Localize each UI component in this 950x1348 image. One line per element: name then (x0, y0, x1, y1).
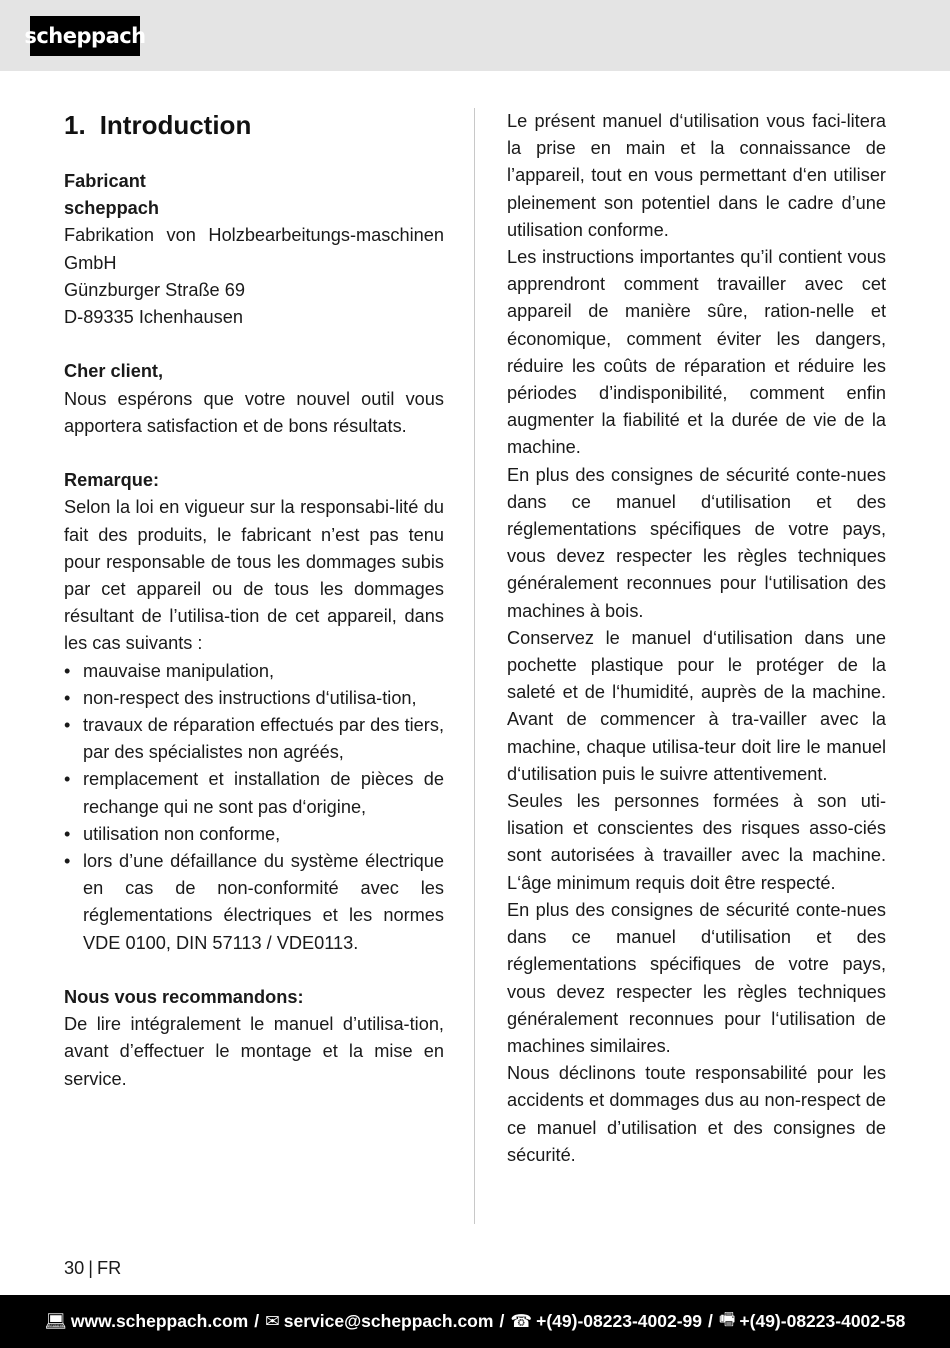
paragraph: Les instructions importantes qu’il contient vous apprendront comment travailler avec cet appareil de manière sûre, ration-nelle et économique, comment éviter les dangers, réduire les coûts de réparation et réduire les périodes d’indisponibilité, comment enfin augmenter la fiabilité et la durée de vie de la machine. (507, 247, 886, 458)
remark-heading: Remarque: (64, 470, 160, 491)
computer-icon: 💻︎ (44, 1311, 67, 1331)
list-item: • mauvaise manipulation, (64, 658, 444, 685)
remark-block (64, 467, 444, 957)
footer-separator: / (499, 1311, 505, 1331)
column-divider (474, 108, 475, 1224)
telephone-icon: ☎︎ (510, 1311, 533, 1331)
page-separator: | (88, 1258, 93, 1278)
paragraph: En plus des consignes de sécurité conte-nues dans ce manuel d‘utilisation et des réglementations spécifiques de votre pays, vous devez respecter les règles techniques généralement reconnues pour l‘utilisation de machines similaires. (507, 899, 886, 1056)
footer-separator: / (708, 1311, 713, 1331)
paragraph: Nous déclinons toute responsabilité pour les accidents et dommages dus au non-respect de ce manuel d’utilisation et des consignes de sécurité. (507, 1063, 886, 1165)
header-band (0, 0, 950, 71)
section-number: 1. (64, 110, 86, 140)
right-column (507, 108, 886, 1169)
remark-list (64, 658, 444, 957)
remark-text: Selon la loi en vigueur sur la responsabi-lité du fait des produits, le fabricant n’est pas tenu pour responsable de tous les dommages subis par cet appareil ou de tous les dommages résultant de l’utilisa-tion de cet appareil, dans les cas suivants : (64, 497, 444, 654)
page-number-value: 30 (64, 1258, 85, 1278)
left-column (64, 108, 444, 1093)
list-item: • lors d’une défaillance du système électrique en cas de non-conformité avec les réglementations électriques et les normes VDE 0100, DIN 57113 / VDE0113. (64, 848, 444, 957)
recommend-text: De lire intégralement le manuel d’utilisa-tion, avant d’effectuer le montage et la mise en service. (64, 1014, 444, 1089)
recommend-block (64, 984, 444, 1093)
footer-website[interactable]: www.scheppach.com (70, 1311, 249, 1331)
manufacturer-line3: D-89335 Ichenhausen (64, 307, 243, 328)
paragraph: Seules les personnes formées à son uti-lisation et conscientes des risques asso-ciés sont autorisées à travailler avec la machine. L‘âge minimum requis doit être respecté. (507, 791, 886, 893)
greeting-text: Nous espérons que votre nouvel outil vous apportera satisfaction et de bons résultats. (64, 388, 444, 436)
paragraph: Conservez le manuel d‘utilisation dans une pochette plastique pour le protéger de la saleté et de l‘humidité, auprès de la machine. Avant de commencer à tra-vailler avec la machine, chaque utilisa-teur doit lire le manuel d‘utilisation puis le suivre attentivement. (507, 627, 886, 784)
list-item: • travaux de réparation effectués par des tiers, par des spécialistes non agréés, (64, 712, 444, 766)
footer-bar (0, 1295, 950, 1348)
paragraph: En plus des consignes de sécurité conte-nues dans ce manuel d‘utilisation et des réglementations spécifiques de votre pays, vous devez respecter les règles techniques généralement reconnues pour l‘utilisation des machines à bois. (507, 464, 886, 621)
section-title (64, 108, 444, 142)
page-number (64, 1255, 121, 1282)
footer-separator: / (254, 1311, 260, 1331)
manufacturer-block (64, 168, 444, 331)
list-item: • utilisation non conforme, (64, 821, 444, 848)
paragraph: Le présent manuel d‘utilisation vous faci-litera la prise en main et la connaissance de l’appareil, tout en vous permettant d‘en utiliser pleinement son potentiel dans le cadre d’une utilisation conforme. (507, 111, 886, 240)
manufacturer-line2: Günzburger Straße 69 (64, 279, 245, 300)
footer-fax: +(49)-08223-4002-58 (739, 1311, 906, 1331)
manufacturer-name: scheppach (64, 198, 160, 219)
list-item: • non-respect des instructions d‘utilisa-tion, (64, 685, 444, 712)
manufacturer-line1: Fabrikation von Holzbearbeitungs-maschinen GmbH (64, 225, 444, 273)
envelope-icon: ✉︎ (265, 1311, 280, 1331)
fax-icon: 🖷︎ (718, 1308, 736, 1329)
greeting-block (64, 358, 444, 440)
recommend-heading: Nous vous recommandons: (64, 987, 304, 1008)
page-language: FR (96, 1258, 122, 1278)
manufacturer-heading: Fabricant (64, 171, 146, 191)
logo-text: scheppach (24, 24, 146, 48)
greeting-heading: Cher client, (64, 361, 164, 382)
footer-email[interactable]: service@scheppach.com (283, 1311, 494, 1331)
list-item: • remplacement et installation de pièces de rechange qui ne sont pas d‘origine, (64, 766, 444, 820)
footer-phone: +(49)-08223-4002-99 (536, 1311, 703, 1331)
scheppach-logo (24, 16, 146, 56)
section-title-text: Introduction (99, 110, 252, 140)
